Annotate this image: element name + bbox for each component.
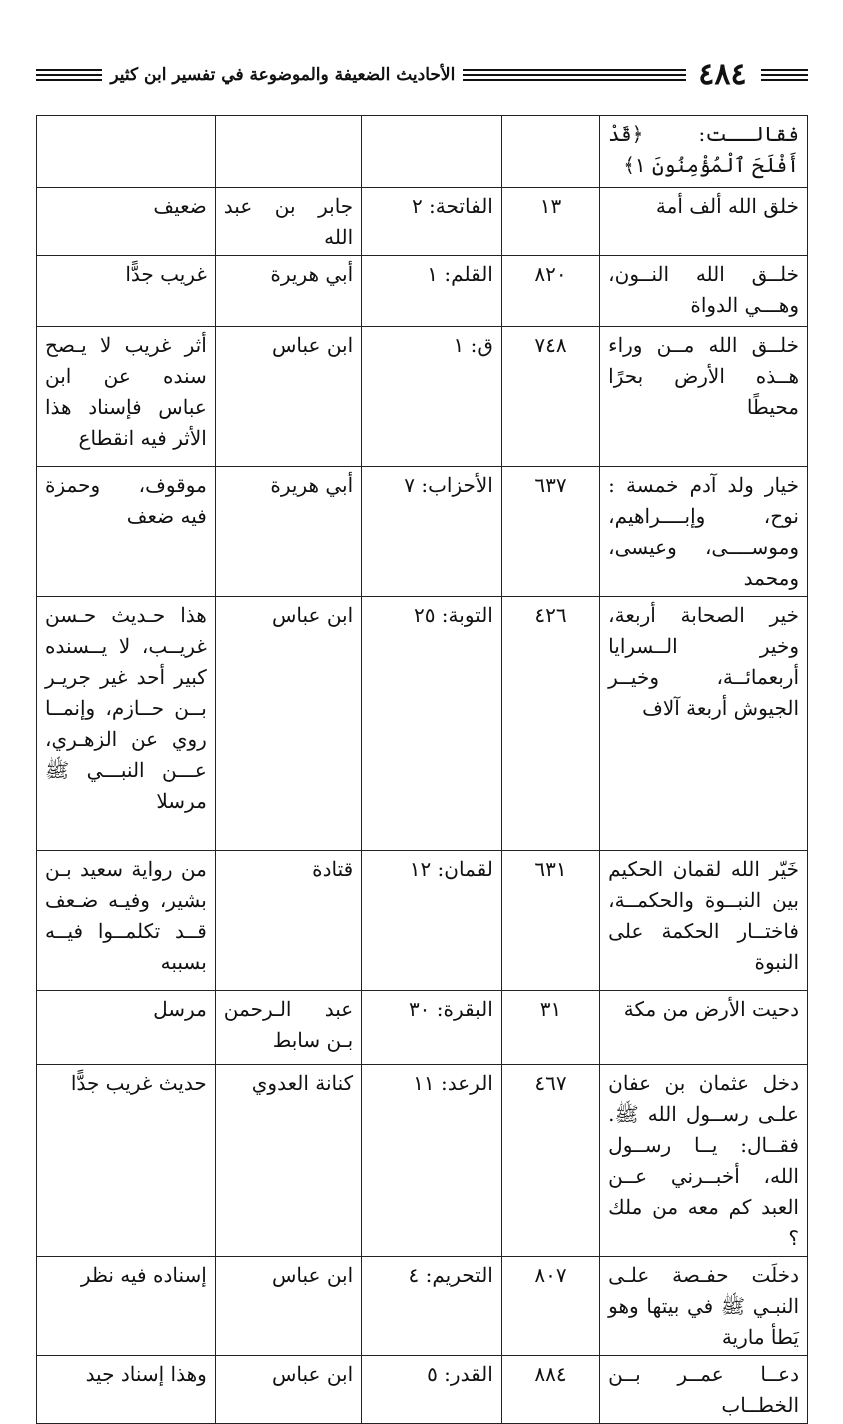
- narrator-cell: كنانة العدوي: [215, 1065, 361, 1257]
- page-ref-cell: ٣١: [501, 991, 599, 1065]
- table-row: [37, 851, 808, 991]
- page-ref-cell: ٧٤٨: [501, 327, 599, 467]
- surah-ref-cell: الرعد: ١١: [362, 1065, 502, 1257]
- narrator-cell: ابن عباس: [215, 597, 361, 851]
- table-row: [37, 467, 808, 597]
- hadith-cell: خير الصحابة أربعة، وخير الــسرايا أربعمائــة، وخيــر الجيوش أربعة آلاف: [600, 597, 808, 851]
- table-row: [37, 116, 808, 188]
- table-row: [37, 1356, 808, 1424]
- grade-cell: غريب جدًّا: [37, 256, 216, 327]
- surah-ref-cell: ق: ١: [362, 327, 502, 467]
- page-number: ٤٨٤: [698, 57, 747, 92]
- grade-cell: إسناده فيه نظر: [37, 1257, 216, 1356]
- surah-ref-cell: الفاتحة: ٢: [362, 188, 502, 256]
- page-ref-cell: ٤٦٧: [501, 1065, 599, 1257]
- page-ref-cell: ١٣: [501, 188, 599, 256]
- grade-cell: [37, 116, 216, 188]
- header-rule-middle: [463, 69, 686, 81]
- hadith-cell: دحيت الأرض من مكة: [600, 991, 808, 1065]
- table-row: [37, 256, 808, 327]
- narrator-cell: قتادة: [215, 851, 361, 991]
- hadith-index-table: [36, 115, 808, 1424]
- grade-cell: مرسل: [37, 991, 216, 1065]
- hadith-cell: خلــق الله مــن وراء هــذه الأرض بحرًا محيطًا: [600, 327, 808, 467]
- grade-cell: موقوف، وحمزة فيه ضعف: [37, 467, 216, 597]
- page-ref-cell: ٦٣١: [501, 851, 599, 991]
- grade-cell: ضعيف: [37, 188, 216, 256]
- header-rule-left: [36, 69, 102, 81]
- surah-ref-cell: البقرة: ٣٠: [362, 991, 502, 1065]
- surah-ref-cell: القدر: ٥: [362, 1356, 502, 1424]
- narrator-cell: ابن عباس: [215, 1356, 361, 1424]
- surah-ref-cell: [362, 116, 502, 188]
- narrator-cell: أبي هريرة: [215, 256, 361, 327]
- page-header: [36, 58, 808, 92]
- header-rule-right: [761, 69, 808, 81]
- surah-ref-cell: التوبة: ٢٥: [362, 597, 502, 851]
- page-ref-cell: ٤٢٦: [501, 597, 599, 851]
- table-row: [37, 1257, 808, 1356]
- narrator-cell: عبد الـرحمن بـن سابط: [215, 991, 361, 1065]
- grade-cell: حديث غريب جدًّا: [37, 1065, 216, 1257]
- surah-ref-cell: القلم: ١: [362, 256, 502, 327]
- table-row: [37, 327, 808, 467]
- grade-cell: وهذا إسناد جيد: [37, 1356, 216, 1424]
- surah-ref-cell: التحريم: ٤: [362, 1257, 502, 1356]
- hadith-cell: خلــق الله النــون، وهـــي الدواة: [600, 256, 808, 327]
- page-ref-cell: [501, 116, 599, 188]
- table-row: [37, 1065, 808, 1257]
- page-ref-cell: ٦٣٧: [501, 467, 599, 597]
- hadith-cell: خلق الله ألف أمة: [600, 188, 808, 256]
- narrator-cell: ابن عباس: [215, 1257, 361, 1356]
- hadith-cell: خيار ولد آدم خمسة : نوح، وإبــــراهيم، وموســــى، وعيسى، ومحمد: [600, 467, 808, 597]
- page-ref-cell: ٨٨٤: [501, 1356, 599, 1424]
- table-row: [37, 597, 808, 851]
- hadith-cell: دخل عثمان بن عفان علـى رســول الله ﷺ. فقــال: يــا رســول الله، أخبــرني عــن العبد كم معه من ملك ؟: [600, 1065, 808, 1257]
- narrator-cell: أبي هريرة: [215, 467, 361, 597]
- book-title: الأحاديث الضعيفة والموضوعة في تفسير ابن كثير: [110, 65, 456, 85]
- hadith-cell: فقالــت: ﴿قَدْ أَفْلَحَ ٱلْمُؤْمِنُونَ ١﴾: [600, 116, 808, 188]
- surah-ref-cell: الأحزاب: ٧: [362, 467, 502, 597]
- narrator-cell: [215, 116, 361, 188]
- grade-cell: هذا حـديث حـسن غريــب، لا يــسنده كبير أحد غير جريـر بــن حــازم، وإنمــا روي عن الزهـري، عـــن النبـــي ﷺ مرسلا: [37, 597, 216, 851]
- grade-cell: من رواية سعيد بـن بشير، وفيـه ضـعف قــد تكلمــوا فيــه بسببه: [37, 851, 216, 991]
- hadith-cell: خَيّر الله لقمان الحكيم بين النبــوة والحكمــة، فاختــار الحكمة على النبوة: [600, 851, 808, 991]
- hadith-cell: دعــا عمــر بــن الخطــاب: [600, 1356, 808, 1424]
- page-ref-cell: ٨٠٧: [501, 1257, 599, 1356]
- narrator-cell: جابر بن عبد الله: [215, 188, 361, 256]
- narrator-cell: ابن عباس: [215, 327, 361, 467]
- surah-ref-cell: لقمان: ١٢: [362, 851, 502, 991]
- grade-cell: أثر غريب لا يـصح سنده عن ابن عباس فإسناد هذا الأثر فيه انقطاع: [37, 327, 216, 467]
- hadith-cell: دخلَت حفـصة علـى النبـي ﷺ في بيتها وهو يَطأ مارية: [600, 1257, 808, 1356]
- table-row: [37, 991, 808, 1065]
- page-ref-cell: ٨٢٠: [501, 256, 599, 327]
- table-row: [37, 188, 808, 256]
